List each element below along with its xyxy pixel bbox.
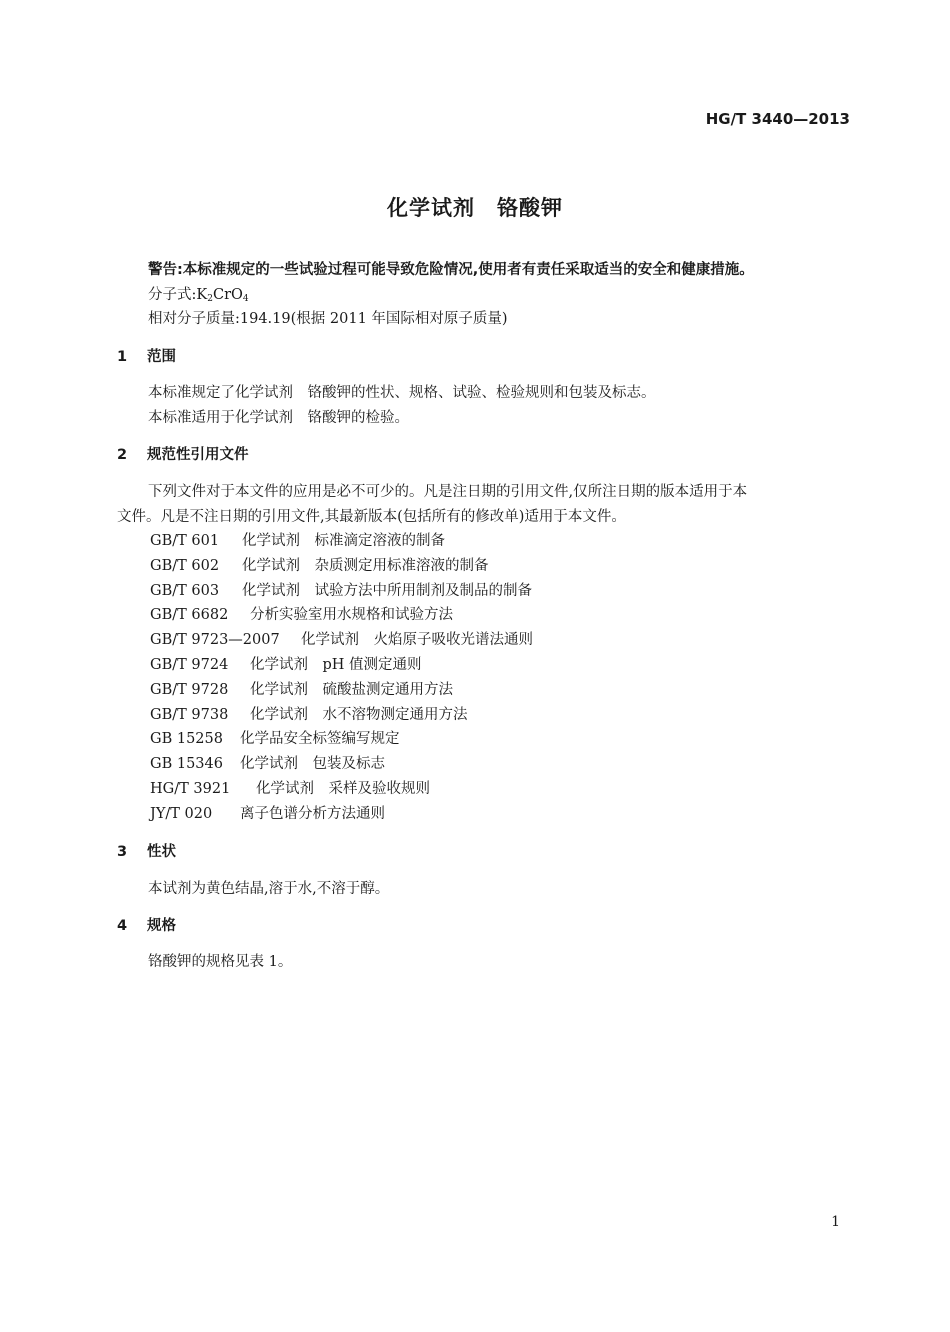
formula-k: K	[196, 287, 208, 303]
molecular-formula	[148, 283, 249, 304]
page-number: 1	[831, 1214, 840, 1230]
reference-title: 离子色谱分析方法通则	[240, 806, 385, 822]
reference-title: 化学试剂 硫酸盐测定通用方法	[250, 682, 453, 698]
reference-item	[150, 603, 453, 624]
section-4-paragraph: 铬酸钾的规格见表 1。	[148, 954, 293, 970]
reference-code: GB/T 9728	[150, 682, 229, 698]
section-4-heading	[117, 914, 176, 935]
reference-item	[150, 752, 385, 773]
section-1-title: 范围	[147, 349, 176, 365]
reference-title: 化学试剂 pH 值测定通则	[250, 657, 422, 673]
standard-code: HG/T 3440—2013	[705, 110, 850, 128]
reference-item	[150, 703, 468, 724]
reference-item	[150, 727, 400, 748]
section-1-number: 1	[117, 349, 128, 365]
formula-sub-2: 4	[242, 294, 249, 304]
formula-sub-1: 2	[207, 294, 213, 304]
section-3-paragraph: 本试剂为黄色结晶,溶于水,不溶于醇。	[148, 881, 390, 897]
reference-title: 分析实验室用水规格和试验方法	[250, 607, 453, 623]
reference-item	[150, 579, 532, 600]
reference-title: 化学试剂 采样及验收规则	[256, 781, 430, 797]
section-3-title: 性状	[147, 844, 176, 860]
reference-title: 化学品安全标签编写规定	[240, 731, 400, 747]
reference-code: GB/T 603	[150, 583, 220, 599]
reference-item	[150, 628, 533, 649]
reference-title: 化学试剂 标准滴定溶液的制备	[242, 533, 445, 549]
section-2-number: 2	[117, 447, 128, 463]
safety-warning: 警告:本标准规定的一些试验过程可能导致危险情况,使用者有责任采取适当的安全和健康措施。	[148, 262, 754, 278]
reference-code: GB/T 9738	[150, 707, 229, 723]
document-title	[0, 192, 950, 222]
reference-code: HG/T 3921	[150, 781, 231, 797]
reference-item	[150, 777, 430, 798]
reference-code: JY/T 020	[150, 806, 213, 822]
reference-code: GB/T 9724	[150, 657, 229, 673]
section-3-heading	[117, 840, 176, 861]
reference-title: 化学试剂 水不溶物测定通用方法	[250, 707, 468, 723]
section-1-paragraph-1: 本标准规定了化学试剂 铬酸钾的性状、规格、试验、检验规则和包装及标志。	[148, 385, 656, 401]
reference-item	[150, 554, 489, 575]
reference-code: GB/T 601	[150, 533, 220, 549]
reference-code: GB 15346	[150, 756, 223, 772]
section-2-intro-line-2: 文件。凡是不注日期的引用文件,其最新版本(包括所有的修改单)适用于本文件。	[117, 509, 626, 525]
section-1-paragraph-2: 本标准适用于化学试剂 铬酸钾的检验。	[148, 410, 409, 426]
section-2-heading	[117, 443, 249, 464]
title-part1: 化学试剂	[387, 196, 475, 220]
reference-title: 化学试剂 包装及标志	[240, 756, 385, 772]
reference-title: 化学试剂 杂质测定用标准溶液的制备	[242, 558, 489, 574]
reference-item	[150, 653, 422, 674]
reference-item	[150, 678, 453, 699]
reference-item	[150, 529, 445, 550]
section-3-number: 3	[117, 844, 128, 860]
molar-mass: 相对分子质量:194.19(根据 2011 年国际相对原子质量)	[148, 311, 508, 327]
formula-cro: CrO	[212, 287, 243, 303]
section-4-number: 4	[117, 918, 128, 934]
section-2-title: 规范性引用文件	[147, 447, 249, 463]
reference-item	[150, 802, 385, 823]
reference-title: 化学试剂 试验方法中所用制剂及制品的制备	[242, 583, 532, 599]
reference-title: 化学试剂 火焰原子吸收光谱法通则	[301, 632, 533, 648]
reference-code: GB/T 6682	[150, 607, 229, 623]
section-1-heading	[117, 345, 176, 366]
reference-code: GB/T 9723—2007	[150, 632, 280, 648]
formula-label: 分子式:	[148, 287, 197, 303]
section-2-intro-line-1: 下列文件对于本文件的应用是必不可少的。凡是注日期的引用文件,仅所注日期的版本适用于本	[148, 484, 748, 500]
reference-code: GB 15258	[150, 731, 223, 747]
title-part2: 铬酸钾	[497, 196, 563, 220]
section-4-title: 规格	[147, 918, 176, 934]
reference-code: GB/T 602	[150, 558, 220, 574]
